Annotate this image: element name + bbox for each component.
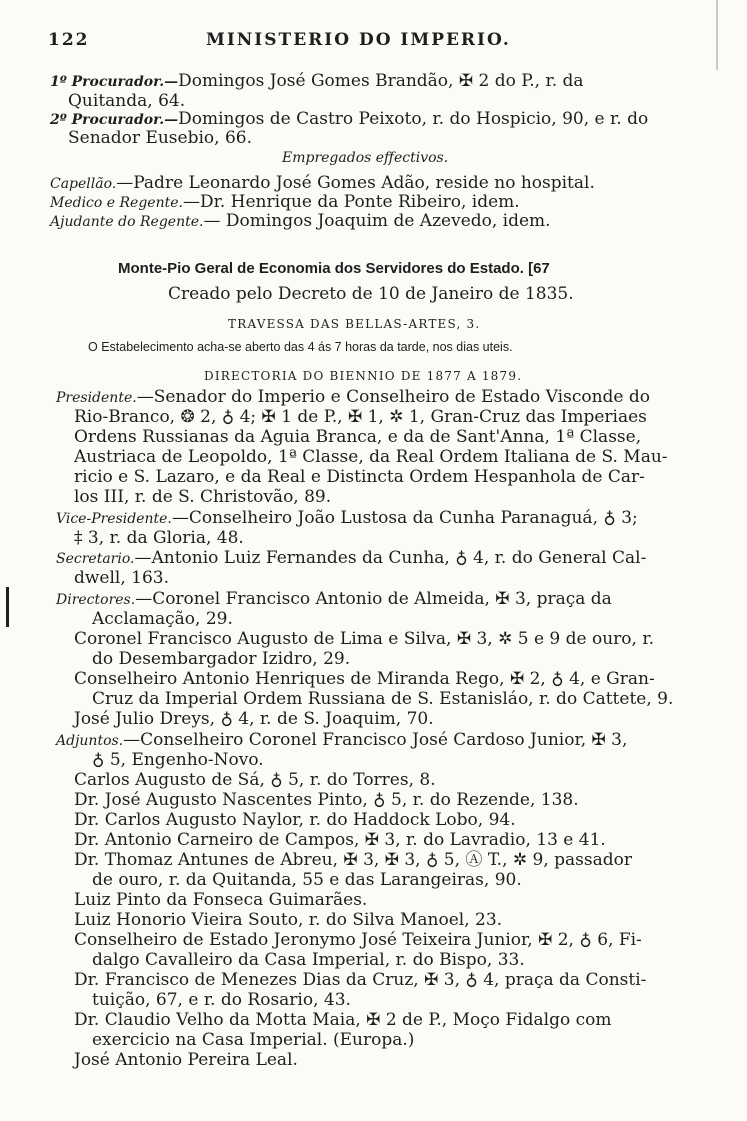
section-created: Creado pelo Decreto de 10 de Janeiro de 1835. — [168, 284, 574, 304]
intro-line: 2º Procurador.—Domingos de Castro Peixoto, r. do Hospicio, 90, e r. do — [50, 109, 649, 129]
entry-line: Rio-Branco, ❂ 2, ♁ 4; ✠ 1 de P., ✠ 1, ✲ 1, Gran-Cruz das Imperiaes — [74, 407, 647, 427]
entry-line: José Antonio Pereira Leal. — [74, 1050, 298, 1070]
entry-line: de ouro, r. da Quitanda, 55 e das Larangeiras, 90. — [92, 870, 522, 890]
entry-line: Acclamação, 29. — [92, 609, 233, 629]
entry-line: Austriaca de Leopoldo, 1ª Classe, da Real Ordem Italiana de S. Mau- — [74, 447, 668, 467]
margin-tick — [716, 0, 718, 70]
employee-line: Ajudante do Regente.— Domingos Joaquim de Azevedo, idem. — [50, 211, 551, 231]
entry-line: los III, r. de S. Christovão, 89. — [74, 487, 332, 507]
entry-line: exercicio na Casa Imperial. (Europa.) — [92, 1030, 415, 1050]
employee-line: Capellão.—Padre Leonardo José Gomes Adão, reside no hospital. — [50, 173, 595, 193]
entry-line: Carlos Augusto de Sá, ♁ 5, r. do Torres, 8. — [74, 770, 436, 790]
entry-line: Coronel Francisco Augusto de Lima e Silva, ✠ 3, ✲ 5 e 9 de ouro, r. — [74, 629, 655, 649]
entry-line: ricio e S. Lazaro, e da Real e Distincta Ordem Hespanhola de Car- — [74, 467, 645, 487]
entry-line: Conselheiro de Estado Jeronymo José Teixeira Junior, ✠ 2, ♁ 6, Fi- — [74, 930, 642, 950]
entry-line: Vice-Presidente.—Conselheiro João Lustosa da Cunha Paranaguá, ♁ 3; — [56, 508, 638, 528]
entry-line: dwell, 163. — [74, 568, 170, 588]
section-title: Monte-Pio Geral de Economia dos Servidores do Estado. [67 — [118, 260, 550, 277]
subheading: Empregados effectivos. — [282, 150, 449, 166]
page-number: 122 — [48, 30, 90, 50]
section-board: DIRECTORIA DO BIENNIO DE 1877 A 1879. — [204, 369, 523, 383]
entry-line: Dr. Thomaz Antunes de Abreu, ✠ 3, ✠ 3, ♁ 5, Ⓐ T., ✲ 9, passador — [74, 850, 632, 870]
entry-line: Conselheiro Antonio Henriques de Miranda Rego, ✠ 2, ♁ 4, e Gran- — [74, 669, 655, 689]
entry-line: Dr. Antonio Carneiro de Campos, ✠ 3, r. do Lavradio, 13 e 41. — [74, 830, 606, 850]
entry-line: Adjuntos.—Conselheiro Coronel Francisco José Cardoso Junior, ✠ 3, — [56, 730, 628, 750]
employee-line: Medico e Regente.—Dr. Henrique da Ponte Ribeiro, idem. — [50, 192, 520, 212]
entry-line: tuição, 67, e r. do Rosario, 43. — [92, 990, 351, 1010]
entry-line: Secretario.—Antonio Luiz Fernandes da Cunha, ♁ 4, r. do General Cal- — [56, 548, 647, 568]
page-title: MINISTERIO DO IMPERIO. — [206, 30, 511, 50]
intro-line: 1º Procurador.—Domingos José Gomes Brandão, ✠ 2 do P., r. da — [50, 71, 584, 91]
entry-line: do Desembargador Izidro, 29. — [92, 649, 351, 669]
entry-line: Luiz Honorio Vieira Souto, r. do Silva Manoel, 23. — [74, 910, 503, 930]
entry-line: José Julio Dreys, ♁ 4, r. de S. Joaquim, 70. — [74, 709, 434, 729]
entry-line: Ordens Russianas da Aguia Branca, e da de Sant'Anna, 1ª Classe, — [74, 427, 642, 447]
entry-line: Directores.—Coronel Francisco Antonio de Almeida, ✠ 3, praça da — [56, 589, 612, 609]
entry-line: Dr. José Augusto Nascentes Pinto, ♁ 5, r. do Rezende, 138. — [74, 790, 579, 810]
entry-line: ♁ 5, Engenho-Novo. — [92, 750, 264, 770]
section-hours: O Estabelecimento acha-se aberto das 4 ás 7 horas da tarde, nos dias uteis. — [88, 340, 513, 354]
entry-line: Dr. Carlos Augusto Naylor, r. do Haddock Lobo, 94. — [74, 810, 516, 830]
entry-line: dalgo Cavalleiro da Casa Imperial, r. do Bispo, 33. — [92, 950, 525, 970]
entry-line: Cruz da Imperial Ordem Russiana de S. Estanisláo, r. do Cattete, 9. — [92, 689, 674, 709]
margin-mark — [6, 587, 9, 627]
entry-line: Dr. Francisco de Menezes Dias da Cruz, ✠ 3, ♁ 4, praça da Consti- — [74, 970, 647, 990]
intro-line: Quitanda, 64. — [68, 91, 186, 111]
entry-line: Luiz Pinto da Fonseca Guimarães. — [74, 890, 368, 910]
intro-line: Senador Eusebio, 66. — [68, 128, 252, 148]
entry-line: ‡ 3, r. da Gloria, 48. — [74, 528, 244, 548]
entry-line: Presidente.—Senador do Imperio e Conselheiro de Estado Visconde do — [56, 387, 650, 407]
entry-line: Dr. Claudio Velho da Motta Maia, ✠ 2 de P., Moço Fidalgo com — [74, 1010, 612, 1030]
section-address: TRAVESSA DAS BELLAS-ARTES, 3. — [228, 317, 481, 331]
